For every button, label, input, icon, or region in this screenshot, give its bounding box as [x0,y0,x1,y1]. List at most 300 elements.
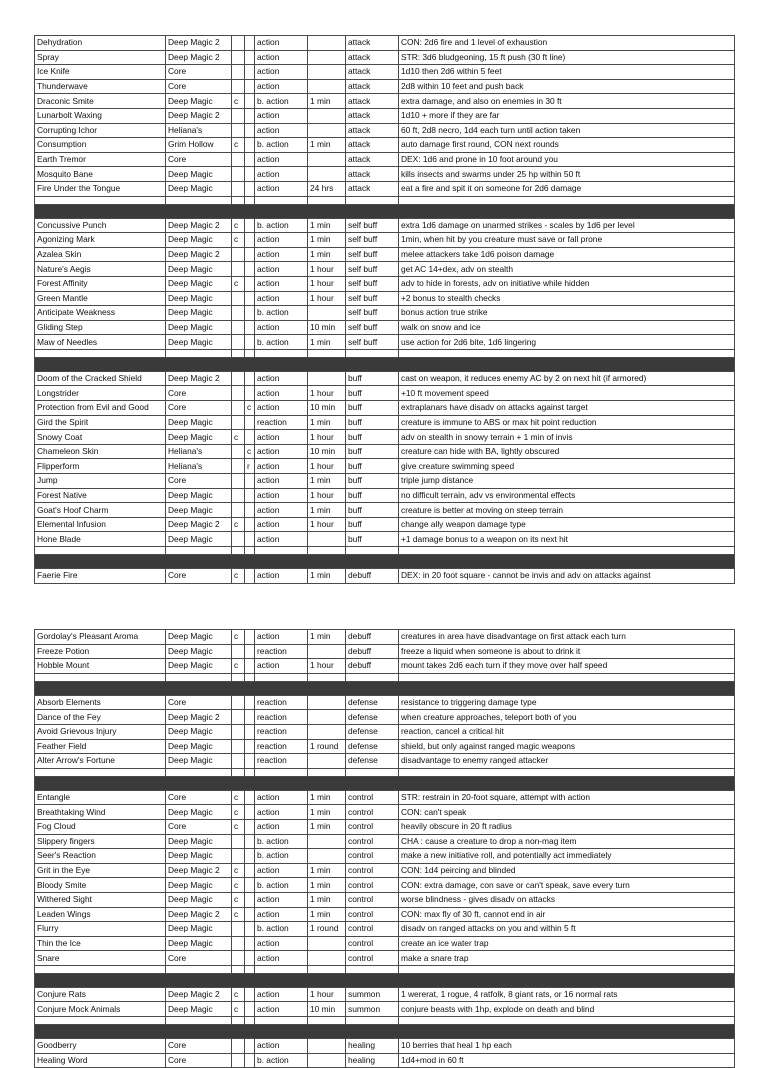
casting-time-cell: action [255,863,308,878]
category-cell: control [346,805,399,820]
duration-cell: 1 min [308,805,346,820]
spacer-cell [346,965,399,973]
source-cell: Deep Magic 2 [166,907,232,922]
concentration-flag-cell [232,371,245,386]
source-cell: Core [166,695,232,710]
category-cell: summon [346,1002,399,1017]
category-cell: healing [346,1039,399,1054]
source-cell: Deep Magic [166,335,232,350]
ritual-flag-cell [245,863,255,878]
category-cell: self buff [346,218,399,233]
spell-name-cell: Forest Affinity [35,276,166,291]
description-cell: heavily obscure in 20 ft radius [399,819,735,834]
category-cell: attack [346,138,399,153]
source-cell: Core [166,569,232,584]
duration-cell: 1 min [308,907,346,922]
spell-name-cell: Fog Cloud [35,819,166,834]
spacer-cell [255,349,308,357]
duration-cell: 1 round [308,739,346,754]
spell-name-cell: Maw of Needles [35,335,166,350]
casting-time-cell: action [255,517,308,532]
spell-name-cell: Snowy Coat [35,430,166,445]
concentration-flag-cell [232,936,245,951]
casting-time-cell: action [255,386,308,401]
ritual-flag-cell [245,849,255,864]
spell-name-cell: Ice Knife [35,65,166,80]
spell-name-cell: Conjure Mock Animals [35,1002,166,1017]
spacer-cell [399,1017,735,1025]
ritual-flag-cell [245,503,255,518]
description-cell: melee attackers take 1d6 poison damage [399,247,735,262]
spacer-cell [346,196,399,204]
casting-time-cell: action [255,630,308,645]
description-cell: +1 damage bonus to a weapon on its next hit [399,532,735,547]
concentration-flag-cell [232,503,245,518]
ritual-flag-cell [245,1053,255,1068]
spacer-cell [245,1017,255,1025]
description-cell: 1min, when hit by you creature must save or fall prone [399,233,735,248]
table-row [35,569,735,584]
ritual-flag-cell [245,50,255,65]
group-separator-bar [35,681,735,695]
category-cell: self buff [346,335,399,350]
description-cell: bonus action true strike [399,306,735,321]
description-cell: make a new initiative roll, and potentially act immediately [399,849,735,864]
casting-time-cell: action [255,459,308,474]
ritual-flag-cell [245,335,255,350]
duration-cell [308,50,346,65]
concentration-flag-cell [232,474,245,489]
description-cell: DEX: in 20 foot square - cannot be invis and adv on attacks against [399,569,735,584]
ritual-flag-cell [245,247,255,262]
duration-cell [308,123,346,138]
duration-cell: 1 min [308,863,346,878]
spell-name-cell: Forest Native [35,488,166,503]
group-separator-bar [35,357,735,371]
spell-name-cell: Green Mantle [35,291,166,306]
spell-name-cell: Breathtaking Wind [35,805,166,820]
spacer-cell [166,768,232,776]
description-cell: CON: 1d4 peircing and blinded [399,863,735,878]
group-spacer-row [35,673,735,681]
casting-time-cell: action [255,951,308,966]
table-row [35,1039,735,1054]
ritual-flag-cell [245,371,255,386]
description-cell: auto damage first round, CON next rounds [399,138,735,153]
spell-name-cell: Dehydration [35,36,166,51]
category-cell: control [346,878,399,893]
spell-name-cell: Thin the Ice [35,936,166,951]
casting-time-cell: b. action [255,138,308,153]
description-cell: use action for 2d6 bite, 1d6 lingering [399,335,735,350]
spacer-cell [245,349,255,357]
description-cell: +2 bonus to stealth checks [399,291,735,306]
concentration-flag-cell [232,1039,245,1054]
description-cell: make a snare trap [399,951,735,966]
spell-name-cell: Flurry [35,922,166,937]
spell-table-upper [34,35,735,584]
description-cell: extra 1d6 damage on unarmed strikes - scales by 1d6 per level [399,218,735,233]
source-cell: Deep Magic [166,630,232,645]
concentration-flag-cell: c [232,878,245,893]
description-cell: +10 ft movement speed [399,386,735,401]
ritual-flag-cell [245,123,255,138]
ritual-flag-cell [245,987,255,1002]
description-cell: extra damage, and also on enemies in 30 ft [399,94,735,109]
spell-table-lower-body [35,630,735,1068]
spell-name-cell: Corrupting Ichor [35,123,166,138]
spell-name-cell: Longstrider [35,386,166,401]
ritual-flag-cell [245,488,255,503]
spacer-cell [35,768,166,776]
duration-cell: 1 min [308,790,346,805]
category-cell: control [346,863,399,878]
separator-cell [35,204,735,218]
source-cell: Deep Magic 2 [166,517,232,532]
ritual-flag-cell [245,386,255,401]
casting-time-cell: b. action [255,94,308,109]
category-cell: control [346,849,399,864]
description-cell: CON: can't speak [399,805,735,820]
table-row [35,695,735,710]
casting-time-cell: action [255,233,308,248]
spell-name-cell: Gird the Spirit [35,415,166,430]
concentration-flag-cell: c [232,517,245,532]
spacer-cell [35,349,166,357]
concentration-flag-cell [232,739,245,754]
spacer-cell [346,768,399,776]
spell-name-cell: Chameleon Skin [35,444,166,459]
ritual-flag-cell [245,65,255,80]
ritual-flag-cell: c [245,401,255,416]
description-cell: conjure beasts with 1hp, explode on death and blind [399,1002,735,1017]
source-cell: Deep Magic [166,233,232,248]
spacer-cell [255,768,308,776]
category-cell: summon [346,987,399,1002]
spacer-cell [35,965,166,973]
group-spacer-row [35,1017,735,1025]
spell-name-cell: Absorb Elements [35,695,166,710]
category-cell: buff [346,401,399,416]
table-row [35,739,735,754]
description-cell: triple jump distance [399,474,735,489]
spacer-cell [399,547,735,555]
duration-cell: 1 min [308,218,346,233]
description-cell: no difficult terrain, adv vs environmental effects [399,488,735,503]
category-cell: self buff [346,291,399,306]
spacer-cell [35,673,166,681]
duration-cell: 1 hour [308,987,346,1002]
table-row [35,291,735,306]
duration-cell: 1 min [308,819,346,834]
description-cell: 1d10 then 2d6 within 5 feet [399,65,735,80]
table-row [35,1002,735,1017]
concentration-flag-cell [232,849,245,864]
table-row [35,1053,735,1068]
source-cell: Core [166,79,232,94]
category-cell: attack [346,50,399,65]
source-cell: Core [166,1039,232,1054]
category-cell: buff [346,532,399,547]
duration-cell: 1 hour [308,386,346,401]
table-row [35,430,735,445]
casting-time-cell: action [255,805,308,820]
duration-cell [308,849,346,864]
category-cell: control [346,790,399,805]
ritual-flag-cell [245,951,255,966]
description-cell: creature is better at moving on steep terrain [399,503,735,518]
casting-time-cell: reaction [255,754,308,769]
ritual-flag-cell [245,233,255,248]
table-row [35,218,735,233]
source-cell: Deep Magic [166,739,232,754]
group-separator-bar [35,973,735,987]
source-cell: Core [166,474,232,489]
spell-name-cell: Agonizing Mark [35,233,166,248]
source-cell: Deep Magic [166,754,232,769]
casting-time-cell: action [255,276,308,291]
description-cell: 60 ft, 2d8 necro, 1d4 each turn until action taken [399,123,735,138]
group-spacer-row [35,349,735,357]
table-row [35,630,735,645]
concentration-flag-cell: c [232,659,245,674]
casting-time-cell: action [255,430,308,445]
spacer-cell [308,196,346,204]
spell-name-cell: Lunarbolt Waxing [35,108,166,123]
description-cell: creature is immune to ABS or max hit point reduction [399,415,735,430]
duration-cell: 1 min [308,630,346,645]
casting-time-cell: action [255,247,308,262]
category-cell: self buff [346,306,399,321]
table-row [35,878,735,893]
spell-name-cell: Anticipate Weakness [35,306,166,321]
spell-name-cell: Consumption [35,138,166,153]
duration-cell [308,306,346,321]
casting-time-cell: action [255,1039,308,1054]
group-separator-bar [35,555,735,569]
casting-time-cell: action [255,987,308,1002]
spacer-cell [308,965,346,973]
spell-name-cell: Elemental Infusion [35,517,166,532]
casting-time-cell: action [255,532,308,547]
spell-name-cell: Feather Field [35,739,166,754]
category-cell: buff [346,488,399,503]
table-row [35,415,735,430]
description-cell: creature can hide with BA, lightly obscured [399,444,735,459]
group-separator-bar [35,776,735,790]
spell-name-cell: Thunderwave [35,79,166,94]
table-row [35,65,735,80]
table-row [35,474,735,489]
source-cell: Deep Magic [166,936,232,951]
concentration-flag-cell [232,181,245,196]
concentration-flag-cell: c [232,630,245,645]
duration-cell [308,152,346,167]
table-row [35,94,735,109]
category-cell: buff [346,444,399,459]
source-cell: Deep Magic [166,849,232,864]
spell-name-cell: Hone Blade [35,532,166,547]
concentration-flag-cell: c [232,1002,245,1017]
spacer-cell [346,1017,399,1025]
ritual-flag-cell [245,181,255,196]
description-cell: STR: 3d6 bludgeoning, 15 ft push (30 ft line) [399,50,735,65]
description-cell: resistance to triggering damage type [399,695,735,710]
ritual-flag-cell [245,659,255,674]
description-cell: adv on stealth in snowy terrain + 1 min of invis [399,430,735,445]
category-cell: control [346,936,399,951]
description-cell: adv to hide in forests, adv on initiative while hidden [399,276,735,291]
duration-cell: 1 min [308,415,346,430]
concentration-flag-cell [232,50,245,65]
ritual-flag-cell [245,532,255,547]
casting-time-cell: b. action [255,218,308,233]
spell-name-cell: Goodberry [35,1039,166,1054]
source-cell: Deep Magic 2 [166,218,232,233]
description-cell: shield, but only against ranged magic weapons [399,739,735,754]
concentration-flag-cell [232,152,245,167]
duration-cell: 1 hour [308,291,346,306]
casting-time-cell: action [255,659,308,674]
concentration-flag-cell [232,1053,245,1068]
source-cell: Core [166,1053,232,1068]
ritual-flag-cell [245,306,255,321]
duration-cell: 10 min [308,401,346,416]
table-row [35,233,735,248]
duration-cell: 1 hour [308,659,346,674]
source-cell: Deep Magic [166,291,232,306]
casting-time-cell: action [255,907,308,922]
description-cell: walk on snow and ice [399,320,735,335]
concentration-flag-cell [232,262,245,277]
ritual-flag-cell [245,36,255,51]
description-cell: CON: extra damage, con save or can't speak, save every turn [399,878,735,893]
description-cell: DEX: 1d6 and prone in 10 foot around you [399,152,735,167]
table-row [35,819,735,834]
table-row [35,834,735,849]
source-cell: Heliana's [166,459,232,474]
concentration-flag-cell: c [232,790,245,805]
separator-cell [35,555,735,569]
category-cell: defense [346,724,399,739]
casting-time-cell: action [255,503,308,518]
category-cell: defense [346,754,399,769]
spacer-cell [255,547,308,555]
spacer-cell [166,965,232,973]
spacer-cell [232,673,245,681]
spell-name-cell: Gordolay's Pleasant Aroma [35,630,166,645]
description-cell: when creature approaches, teleport both of you [399,710,735,725]
group-spacer-row [35,965,735,973]
spell-name-cell: Mosquito Bane [35,167,166,182]
category-cell: buff [346,371,399,386]
source-cell: Deep Magic [166,1002,232,1017]
description-cell: 1d4+mod in 60 ft [399,1053,735,1068]
ritual-flag-cell [245,936,255,951]
description-cell: extraplanars have disadv on attacks against target [399,401,735,416]
duration-cell: 1 hour [308,262,346,277]
table-row [35,892,735,907]
source-cell: Heliana's [166,123,232,138]
spacer-cell [308,547,346,555]
spell-name-cell: Protection from Evil and Good [35,401,166,416]
duration-cell [308,108,346,123]
spacer-cell [232,965,245,973]
table-row [35,863,735,878]
ritual-flag-cell [245,724,255,739]
duration-cell: 1 hour [308,430,346,445]
casting-time-cell: action [255,488,308,503]
table-row [35,790,735,805]
source-cell: Deep Magic [166,488,232,503]
table-row [35,181,735,196]
casting-time-cell: action [255,892,308,907]
table-row [35,644,735,659]
ritual-flag-cell [245,79,255,94]
spacer-cell [245,673,255,681]
separator-cell [35,357,735,371]
duration-cell [308,936,346,951]
table-row [35,922,735,937]
category-cell: attack [346,167,399,182]
casting-time-cell: action [255,65,308,80]
spell-name-cell: Avoid Grievous Injury [35,724,166,739]
separator-cell [35,776,735,790]
description-cell: 1 wererat, 1 rogue, 4 ratfolk, 8 giant rats, or 16 normal rats [399,987,735,1002]
concentration-flag-cell [232,532,245,547]
source-cell: Deep Magic [166,532,232,547]
concentration-flag-cell: c [232,805,245,820]
ritual-flag-cell [245,630,255,645]
table-row [35,532,735,547]
casting-time-cell: action [255,123,308,138]
table-row [35,724,735,739]
concentration-flag-cell [232,108,245,123]
source-cell: Deep Magic [166,878,232,893]
spell-name-cell: Concussive Punch [35,218,166,233]
table-row [35,152,735,167]
casting-time-cell: b. action [255,306,308,321]
description-cell: disadv on ranged attacks on you and within 5 ft [399,922,735,937]
casting-time-cell: b. action [255,878,308,893]
casting-time-cell: action [255,444,308,459]
concentration-flag-cell [232,444,245,459]
source-cell: Core [166,386,232,401]
concentration-flag-cell [232,335,245,350]
spacer-cell [232,196,245,204]
spacer-cell [399,349,735,357]
duration-cell [308,532,346,547]
concentration-flag-cell [232,167,245,182]
group-separator-bar [35,1025,735,1039]
ritual-flag-cell [245,790,255,805]
table-row [35,459,735,474]
table-row [35,805,735,820]
description-cell: CON: max fly of 30 ft, cannot end in air [399,907,735,922]
spell-name-cell: Healing Word [35,1053,166,1068]
concentration-flag-cell [232,754,245,769]
spacer-cell [232,547,245,555]
ritual-flag-cell [245,152,255,167]
concentration-flag-cell: c [232,892,245,907]
category-cell: buff [346,430,399,445]
category-cell: healing [346,1053,399,1068]
duration-cell: 1 round [308,922,346,937]
ritual-flag-cell [245,710,255,725]
table-row [35,517,735,532]
table-row [35,371,735,386]
category-cell: self buff [346,320,399,335]
